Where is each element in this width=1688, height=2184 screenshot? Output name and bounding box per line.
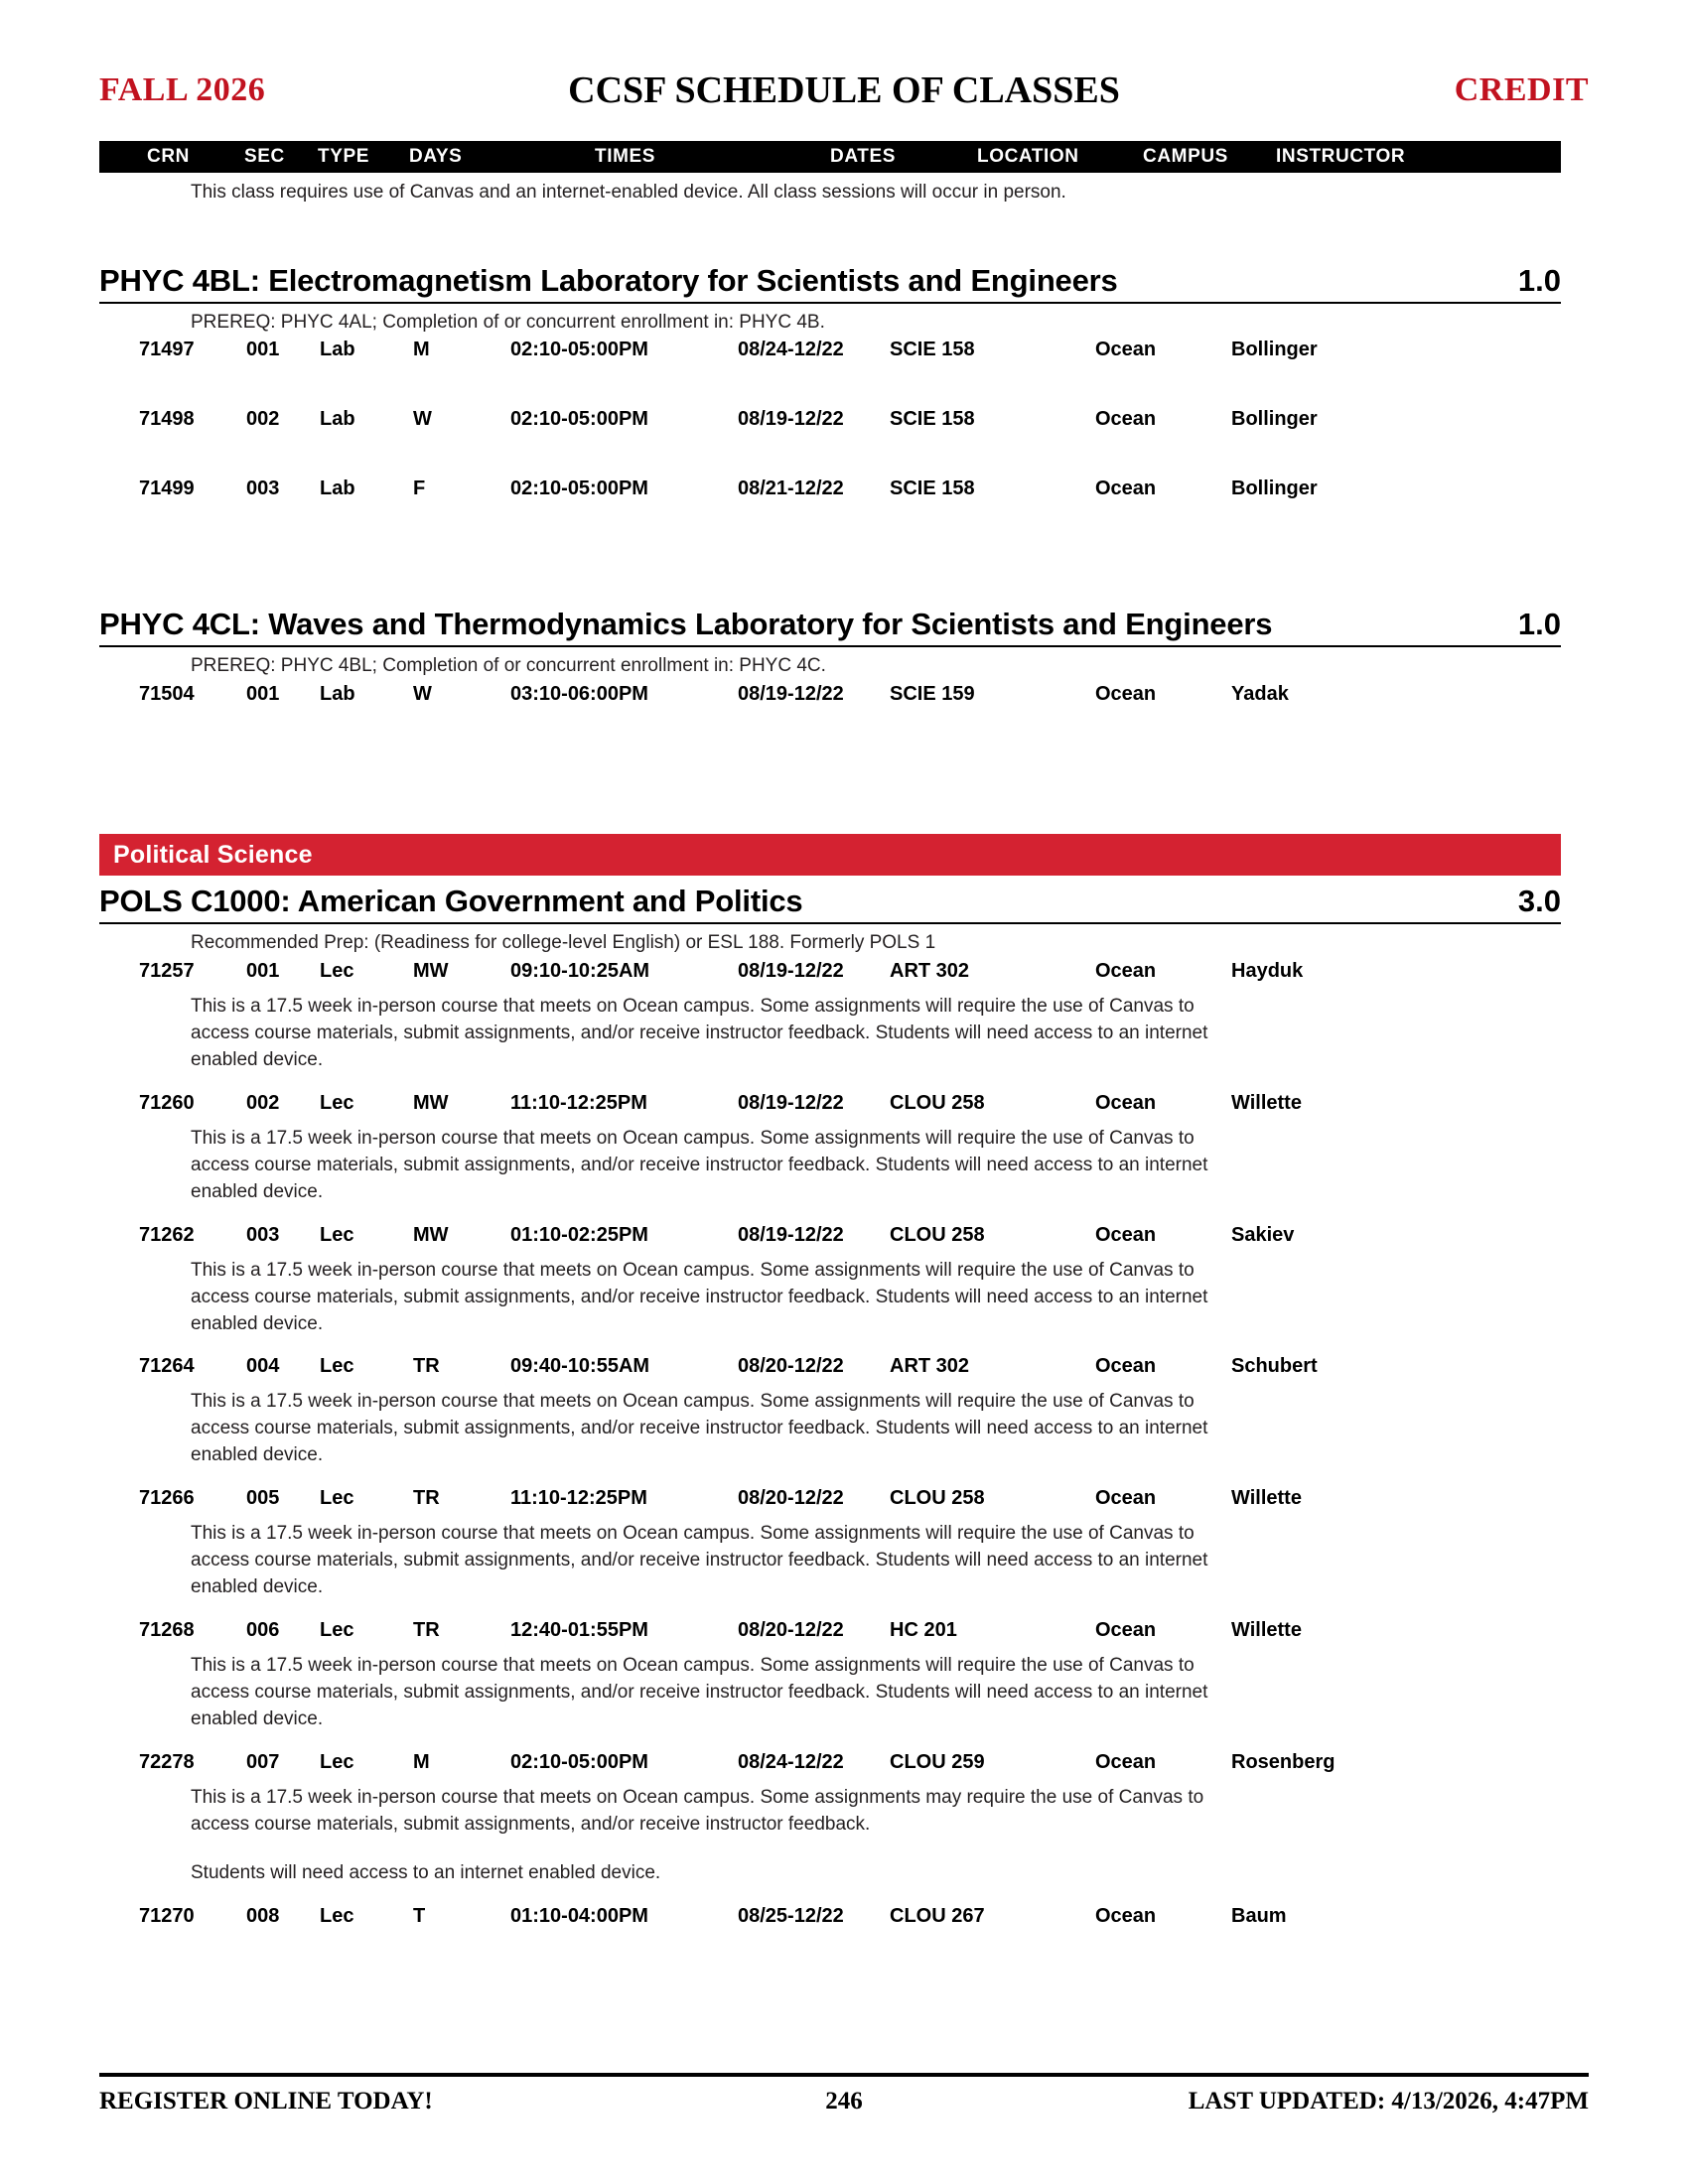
cell-location: SCIE 159 (890, 683, 975, 706)
table-row[interactable] (99, 1619, 1589, 1653)
department-name: Political Science (113, 840, 313, 869)
cell-location: CLOU 267 (890, 1905, 985, 1928)
cell-campus: Ocean (1095, 478, 1157, 500)
cell-times: 09:40-10:55AM (510, 1355, 650, 1378)
column-header-dates: DATES (830, 146, 896, 167)
cell-times: 12:40-01:55PM (510, 1619, 648, 1642)
table-row[interactable] (99, 408, 1589, 442)
department-banner (99, 834, 1561, 876)
cell-location: SCIE 158 (890, 339, 975, 361)
cell-days: M (413, 339, 430, 361)
cell-type: Lec (320, 1223, 354, 1246)
cell-times: 11:10-12:25PM (510, 1487, 647, 1510)
table-row[interactable] (99, 339, 1589, 372)
section-description-secondary: Students will need access to an internet enabled device. (191, 1862, 661, 1884)
cell-campus: Ocean (1095, 1751, 1157, 1774)
cell-dates: 08/24-12/22 (738, 1751, 844, 1774)
cell-instructor: Rosenberg (1231, 1751, 1336, 1774)
course-units: 1.0 (1517, 262, 1561, 298)
publication-title: CCSF SCHEDULE OF CLASSES (568, 69, 1120, 111)
column-header-location: LOCATION (977, 146, 1079, 167)
course-prereq: PREREQ: PHYC 4AL; Completion of or concurrent enrollment in: PHYC 4B. (191, 311, 825, 333)
cell-dates: 08/20-12/22 (738, 1619, 844, 1642)
cell-times: 02:10-05:00PM (510, 408, 648, 431)
table-row[interactable] (99, 1751, 1589, 1785)
cell-crn: 71257 (139, 959, 195, 982)
page-footer (99, 2088, 1589, 2116)
cell-crn: 71260 (139, 1091, 195, 1114)
top-note: This class requires use of Canvas and an internet-enabled device. All class sessions will occur in person. (191, 182, 1066, 203)
cell-sec: 004 (246, 1355, 280, 1378)
cell-times: 11:10-12:25PM (510, 1091, 647, 1114)
cell-times: 09:10-10:25AM (510, 959, 650, 982)
cell-type: Lec (320, 1905, 354, 1928)
cell-dates: 08/19-12/22 (738, 1091, 844, 1114)
cell-days: TR (413, 1355, 440, 1378)
section-description: This is a 17.5 week in-person course that meets on Ocean campus. Some assignments will require the use of Canvas to access course materials, submit assignments, and/or receive instructor feedback. Students will need access to an internet enabled device. (191, 1127, 1208, 1202)
cell-type: Lab (320, 683, 355, 706)
cell-campus: Ocean (1095, 1091, 1157, 1114)
course-title: PHYC 4BL: Electromagnetism Laboratory for Scientists and Engineers (99, 262, 1118, 298)
cell-campus: Ocean (1095, 339, 1157, 361)
column-header-type: TYPE (318, 146, 370, 167)
section-description: This is a 17.5 week in-person course that meets on Ocean campus. Some assignments will require the use of Canvas to access course materials, submit assignments, and/or receive instructor feedback. Students will need access to an internet enabled device. (191, 1391, 1208, 1466)
section-description: This is a 17.5 week in-person course that meets on Ocean campus. Some assignments will require the use of Canvas to access course materials, submit assignments, and/or receive instructor feedback. Students will need access to an internet enabled device. (191, 1655, 1208, 1730)
cell-dates: 08/25-12/22 (738, 1905, 844, 1928)
cell-days: MW (413, 1091, 449, 1114)
cell-type: Lec (320, 1751, 354, 1774)
cell-times: 01:10-02:25PM (510, 1223, 648, 1246)
course-prereq: PREREQ: PHYC 4BL; Completion of or concurrent enrollment in: PHYC 4C. (191, 655, 826, 677)
footer-page-number: 246 (825, 2088, 863, 2115)
cell-campus: Ocean (1095, 1223, 1157, 1246)
cell-sec: 006 (246, 1619, 280, 1642)
column-header-crn: CRN (147, 146, 190, 167)
cell-instructor: Willette (1231, 1487, 1302, 1510)
cell-campus: Ocean (1095, 1619, 1157, 1642)
section-description: This is a 17.5 week in-person course that meets on Ocean campus. Some assignments may require the use of Canvas to access course materials, submit assignments, and/or receive instructor feedback. (191, 1787, 1204, 1836)
cell-times: 02:10-05:00PM (510, 1751, 648, 1774)
cell-sec: 005 (246, 1487, 280, 1510)
column-header-bar (99, 141, 1561, 173)
cell-days: MW (413, 959, 449, 982)
cell-sec: 008 (246, 1905, 280, 1928)
cell-days: MW (413, 1223, 449, 1246)
cell-crn: 71504 (139, 683, 195, 706)
cell-sec: 001 (246, 959, 280, 982)
cell-days: W (413, 408, 432, 431)
cell-location: ART 302 (890, 959, 970, 982)
cell-sec: 002 (246, 1091, 280, 1114)
course-title: POLS C1000: American Government and Politics (99, 884, 803, 919)
cell-dates: 08/19-12/22 (738, 408, 844, 431)
cell-crn: 71266 (139, 1487, 195, 1510)
course-header (99, 607, 1561, 647)
cell-days: TR (413, 1619, 440, 1642)
cell-dates: 08/19-12/22 (738, 959, 844, 982)
table-row[interactable] (99, 1355, 1589, 1389)
cell-days: F (413, 478, 426, 500)
cell-crn: 72278 (139, 1751, 195, 1774)
section-description: This is a 17.5 week in-person course that meets on Ocean campus. Some assignments will require the use of Canvas to access course materials, submit assignments, and/or receive instructor feedback. Students will need access to an internet enabled device. (191, 1523, 1208, 1598)
column-header-instructor: INSTRUCTOR (1276, 146, 1406, 167)
cell-days: T (413, 1905, 426, 1928)
course-prereq: Recommended Prep: (Readiness for college-level English) or ESL 188. Formerly POLS 1 (191, 932, 936, 954)
cell-crn: 71498 (139, 408, 195, 431)
course-header (99, 884, 1561, 924)
section-description: This is a 17.5 week in-person course that meets on Ocean campus. Some assignments will require the use of Canvas to access course materials, submit assignments, and/or receive instructor feedback. Students will need access to an internet enabled device. (191, 995, 1208, 1070)
cell-dates: 08/21-12/22 (738, 478, 844, 500)
cell-dates: 08/20-12/22 (738, 1355, 844, 1378)
course-title: PHYC 4CL: Waves and Thermodynamics Laboratory for Scientists and Engineers (99, 607, 1273, 642)
cell-instructor: Willette (1231, 1619, 1302, 1642)
cell-instructor: Willette (1231, 1091, 1302, 1114)
cell-sec: 002 (246, 408, 280, 431)
footer-divider (99, 2073, 1589, 2077)
course-header (99, 263, 1561, 304)
cell-days: W (413, 683, 432, 706)
cell-sec: 001 (246, 683, 280, 706)
cell-type: Lec (320, 1355, 354, 1378)
cell-location: CLOU 258 (890, 1223, 985, 1246)
cell-campus: Ocean (1095, 1355, 1157, 1378)
table-row[interactable] (99, 1487, 1589, 1521)
cell-type: Lec (320, 959, 354, 982)
cell-location: CLOU 259 (890, 1751, 985, 1774)
cell-type: Lab (320, 408, 355, 431)
column-header-days: DAYS (409, 146, 463, 167)
cell-type: Lab (320, 478, 355, 500)
cell-instructor: Yadak (1231, 683, 1289, 706)
cell-times: 02:10-05:00PM (510, 478, 648, 500)
footer-register-text: REGISTER ONLINE TODAY! (99, 2088, 433, 2115)
table-row[interactable] (99, 960, 1589, 994)
cell-crn: 71262 (139, 1223, 195, 1246)
cell-dates: 08/24-12/22 (738, 339, 844, 361)
table-row[interactable] (99, 1224, 1589, 1258)
cell-dates: 08/19-12/22 (738, 683, 844, 706)
cell-type: Lec (320, 1487, 354, 1510)
cell-location: ART 302 (890, 1355, 970, 1378)
table-row[interactable] (99, 478, 1589, 511)
cell-location: SCIE 158 (890, 478, 975, 500)
cell-campus: Ocean (1095, 959, 1157, 982)
footer-last-updated: LAST UPDATED: 4/13/2026, 4:47PM (1188, 2088, 1589, 2115)
term-label: FALL 2026 (99, 71, 266, 108)
column-header-times: TIMES (595, 146, 656, 167)
cell-dates: 08/20-12/22 (738, 1487, 844, 1510)
cell-crn: 71270 (139, 1905, 195, 1928)
cell-sec: 003 (246, 478, 280, 500)
cell-campus: Ocean (1095, 1487, 1157, 1510)
cell-crn: 71268 (139, 1619, 195, 1642)
section-description: This is a 17.5 week in-person course that meets on Ocean campus. Some assignments will require the use of Canvas to access course materials, submit assignments, and/or receive instructor feedback. Students will need access to an internet enabled device. (191, 1259, 1208, 1334)
cell-times: 03:10-06:00PM (510, 683, 648, 706)
cell-type: Lec (320, 1619, 354, 1642)
cell-times: 02:10-05:00PM (510, 339, 648, 361)
cell-location: SCIE 158 (890, 408, 975, 431)
table-row[interactable] (99, 683, 1589, 717)
cell-dates: 08/19-12/22 (738, 1223, 844, 1246)
cell-campus: Ocean (1095, 1905, 1157, 1928)
cell-crn: 71497 (139, 339, 195, 361)
table-row[interactable] (99, 1905, 1589, 1939)
cell-sec: 007 (246, 1751, 280, 1774)
cell-type: Lab (320, 339, 355, 361)
cell-crn: 71264 (139, 1355, 195, 1378)
cell-instructor: Sakiev (1231, 1223, 1295, 1246)
cell-instructor: Baum (1231, 1905, 1287, 1928)
cell-sec: 001 (246, 339, 280, 361)
credit-label: CREDIT (1454, 71, 1589, 108)
cell-days: TR (413, 1487, 440, 1510)
cell-instructor: Hayduk (1231, 959, 1304, 982)
cell-crn: 71499 (139, 478, 195, 500)
cell-sec: 003 (246, 1223, 280, 1246)
cell-location: CLOU 258 (890, 1487, 985, 1510)
cell-location: CLOU 258 (890, 1091, 985, 1114)
cell-instructor: Bollinger (1231, 478, 1318, 500)
column-header-sec: SEC (244, 146, 285, 167)
course-units: 1.0 (1517, 607, 1561, 642)
cell-instructor: Bollinger (1231, 408, 1318, 431)
cell-type: Lec (320, 1091, 354, 1114)
cell-instructor: Bollinger (1231, 339, 1318, 361)
page-content (99, 181, 1589, 1939)
course-units: 3.0 (1517, 884, 1561, 919)
cell-instructor: Schubert (1231, 1355, 1318, 1378)
column-header-campus: CAMPUS (1143, 146, 1228, 167)
cell-times: 01:10-04:00PM (510, 1905, 648, 1928)
cell-campus: Ocean (1095, 408, 1157, 431)
cell-location: HC 201 (890, 1619, 957, 1642)
cell-days: M (413, 1751, 430, 1774)
masthead (99, 71, 1589, 117)
cell-campus: Ocean (1095, 683, 1157, 706)
table-row[interactable] (99, 1092, 1589, 1126)
